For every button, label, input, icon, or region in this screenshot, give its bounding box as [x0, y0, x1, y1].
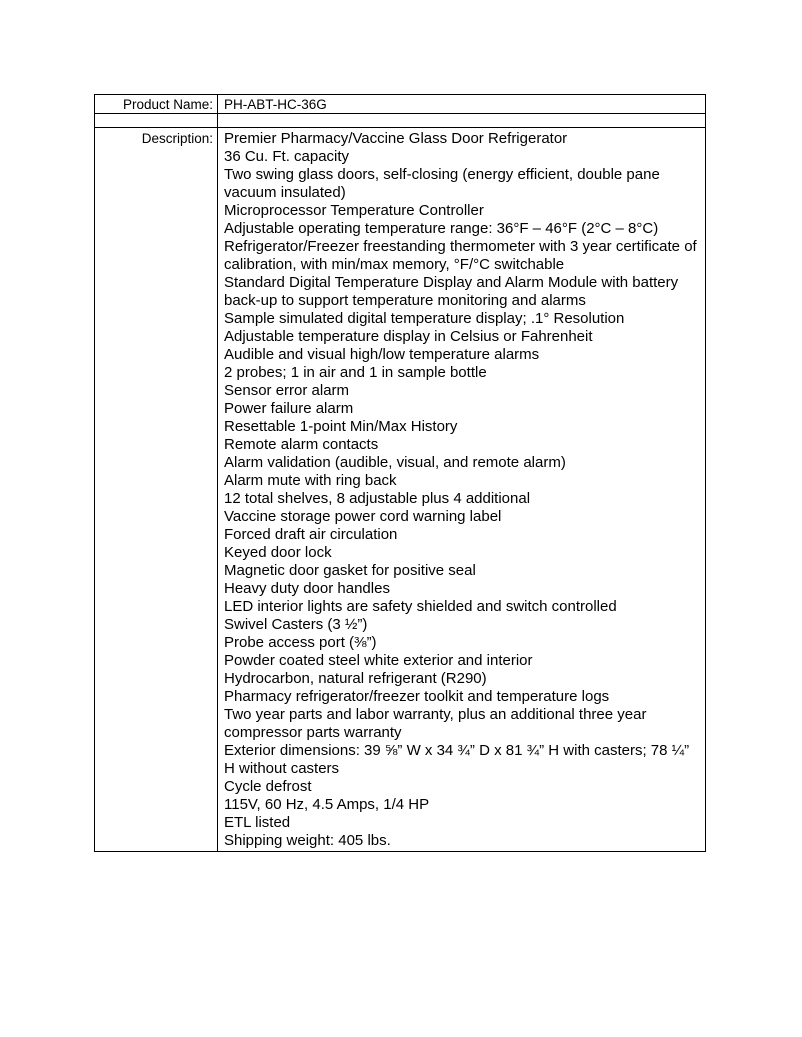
- product-name-value: PH-ABT-HC-36G: [218, 95, 706, 114]
- description-list: [218, 128, 706, 852]
- description-line: Heavy duty door handles: [224, 580, 390, 597]
- description-line: Two year parts and labor warranty, plus an additional three year compressor parts warranty: [224, 706, 647, 741]
- description-line: Adjustable temperature display in Celsius or Fahrenheit: [224, 328, 593, 345]
- description-line: Magnetic door gasket for positive seal: [224, 562, 476, 579]
- spacer-row: [95, 114, 706, 128]
- description-line: Keyed door lock: [224, 544, 332, 561]
- description-line: Two swing glass doors, self-closing (energy efficient, double pane vacuum insulated): [224, 166, 660, 201]
- description-line: Vaccine storage power cord warning label: [224, 508, 502, 525]
- description-line: 2 probes; 1 in air and 1 in sample bottle: [224, 364, 487, 381]
- product-name-label: Product Name:: [95, 95, 218, 114]
- description-line: Standard Digital Temperature Display and Alarm Module with battery back-up to support temperature monitoring and alarms: [224, 274, 679, 309]
- description-line: Powder coated steel white exterior and interior: [224, 652, 533, 669]
- description-line: Premier Pharmacy/Vaccine Glass Door Refrigerator: [224, 130, 568, 147]
- description-line: Cycle defrost: [224, 778, 312, 795]
- description-line: 36 Cu. Ft. capacity: [224, 148, 350, 165]
- product-name-row: [95, 95, 706, 114]
- description-line: Remote alarm contacts: [224, 436, 379, 453]
- description-line: Refrigerator/Freezer freestanding thermometer with 3 year certificate of calibration, with min/max memory, °F/°C switchable: [224, 238, 697, 273]
- description-line: Shipping weight: 405 lbs.: [224, 832, 391, 849]
- description-line: Alarm validation (audible, visual, and remote alarm): [224, 454, 566, 471]
- product-spec-table: [94, 94, 706, 852]
- description-line: Sensor error alarm: [224, 382, 350, 399]
- description-line: Forced draft air circulation: [224, 526, 398, 543]
- description-line: Hydrocarbon, natural refrigerant (R290): [224, 670, 487, 687]
- description-line: Swivel Casters (3 ½”): [224, 616, 368, 633]
- spacer-cell-left: [95, 114, 218, 128]
- description-line: LED interior lights are safety shielded and switch controlled: [224, 598, 617, 615]
- description-line: 12 total shelves, 8 adjustable plus 4 additional: [224, 490, 531, 507]
- description-line: Probe access port (⅜”): [224, 634, 377, 651]
- description-line: Adjustable operating temperature range: 36°F – 46°F (2°C – 8°C): [224, 220, 659, 237]
- description-line: Pharmacy refrigerator/freezer toolkit and temperature logs: [224, 688, 610, 705]
- description-label: Description:: [95, 128, 218, 852]
- spacer-cell-right: [218, 114, 706, 128]
- description-line: Audible and visual high/low temperature alarms: [224, 346, 540, 363]
- description-line: Microprocessor Temperature Controller: [224, 202, 484, 219]
- description-line: Resettable 1-point Min/Max History: [224, 418, 458, 435]
- description-line: Power failure alarm: [224, 400, 354, 417]
- description-line: ETL listed: [224, 814, 291, 831]
- description-line: Sample simulated digital temperature display; .1° Resolution: [224, 310, 625, 327]
- description-row: [95, 128, 706, 852]
- description-line: Exterior dimensions: 39 ⅝” W x 34 ¾” D x 81 ¾” H with casters; 78 ¼” H without casters: [224, 742, 690, 777]
- description-line: Alarm mute with ring back: [224, 472, 397, 489]
- description-line: 115V, 60 Hz, 4.5 Amps, 1/4 HP: [224, 796, 430, 813]
